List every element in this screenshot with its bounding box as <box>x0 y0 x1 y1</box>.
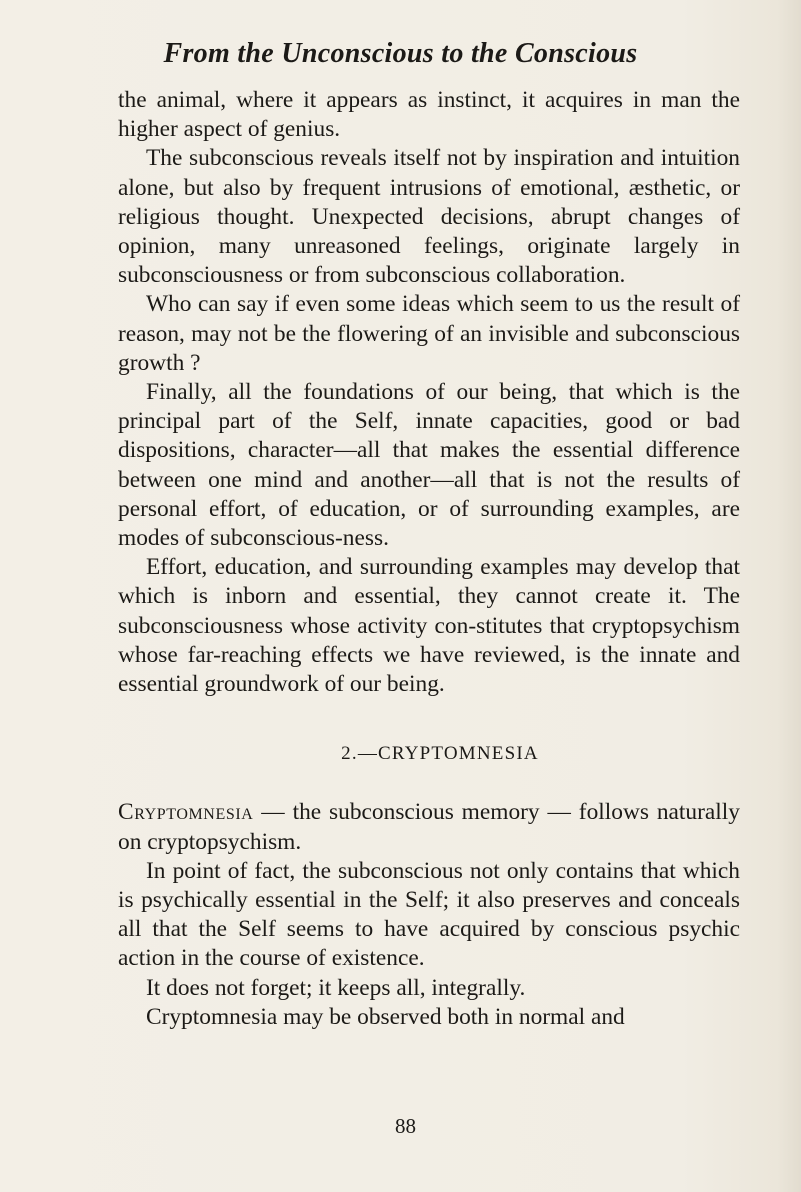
paragraph-does-not-forget: It does not forget; it keeps all, integrally. <box>146 974 526 1001</box>
section-lead-smallcaps: Cryptomnesia <box>118 799 254 826</box>
paragraph-effort-education: Effort, education, and surrounding examples may develop that which is inborn and essential, they cannot create it. The subconsciousness whose activity con-stitutes that cryptopsychism whose far-reaching effects we have reviewed, is the innate and essential groundwork of our being. <box>118 554 740 698</box>
section-heading: 2.—CRYPTOMNESIA <box>341 743 539 765</box>
paragraph-cryptomnesia-observed: Cryptomnesia may be observed both in normal and <box>146 1003 625 1030</box>
paragraph-point-of-fact: In point of fact, the subconscious not only contains that which is psychically essential in the Self; it also preserves and conceals all that the Self seems to have acquired by conscious psychic action in the course of existence. <box>118 857 740 972</box>
paragraph-who-can-say: Who can say if even some ideas which seem to us the result of reason, may not be the flowering of an invisible and subconscious growth ? <box>118 291 740 376</box>
section-lead-rest: — the subconscious memory — follows naturally on cryptopsychism. <box>118 799 740 855</box>
page-number: 88 <box>395 1114 416 1138</box>
paragraph-cryptomnesia-intro <box>118 798 740 856</box>
running-head: From the Unconscious to the Conscious <box>163 38 638 69</box>
paragraph-subconscious-reveals: The subconscious reveals itself not by inspiration and intuition alone, but also by frequent intrusions of emotional, æsthetic, or religious thought. Unexpected decisions, abrupt changes of opinion, many unreasoned feelings, originate largely in subconsciousness or from subconscious collaboration. <box>118 145 740 289</box>
paragraph-continuation: the animal, where it appears as instinct, it acquires in man the higher aspect of genius. <box>118 87 740 143</box>
page-body <box>118 86 740 1032</box>
paragraph-finally: Finally, all the foundations of our being, that which is the principal part of the Self, innate capacities, good or bad dispositions, character—all that makes the essential difference between one mind and another—all that is not the results of personal effort, of education, or of surrounding examples, are modes of subconscious-ness. <box>118 379 740 552</box>
